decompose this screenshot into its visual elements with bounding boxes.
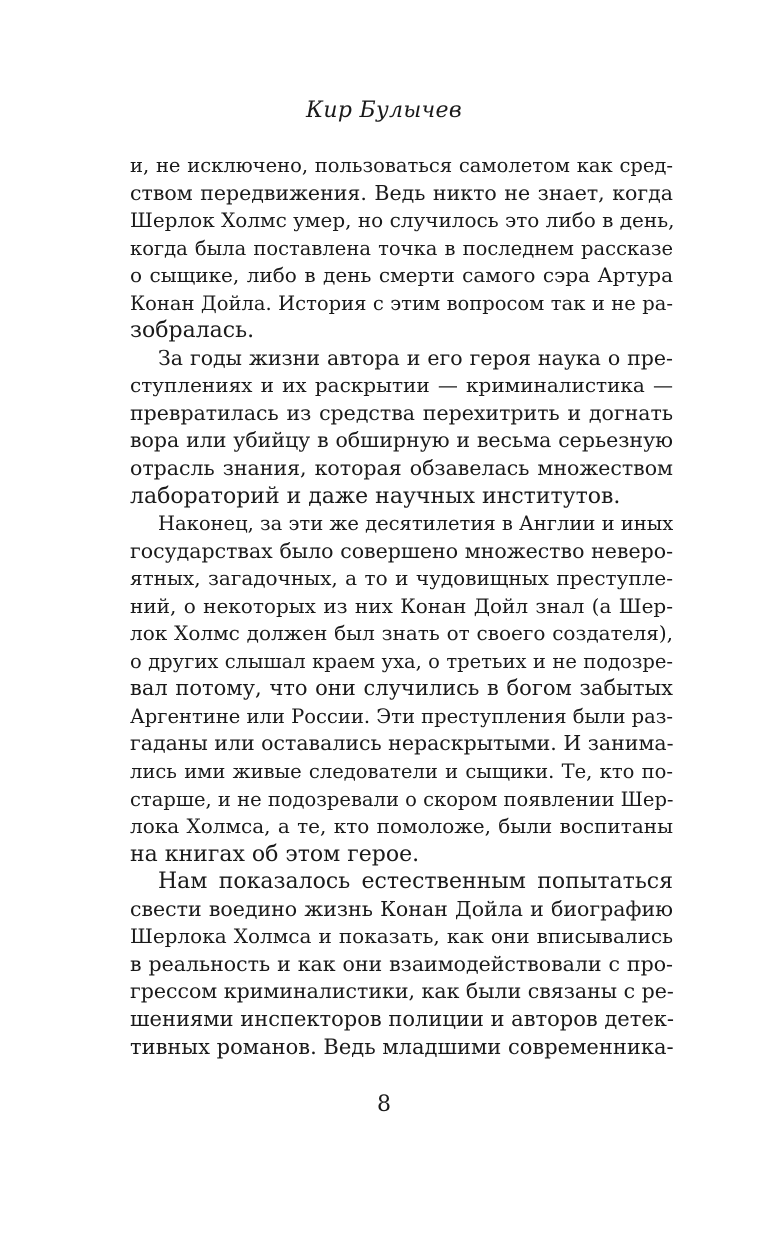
text-line: в реальность и как они взаимодействовали с про- <box>130 951 673 976</box>
text-line: Наконец, за эти же десятилетия в Англии и иных <box>158 512 674 536</box>
text-line: когда была поставлена точка в последнем рассказе <box>130 236 673 260</box>
text-line: на книгах об этом герое. <box>130 841 420 867</box>
text-line: Аргентине или России. Эти преступления были раз- <box>130 704 673 728</box>
text-line: зобралась. <box>130 318 255 344</box>
text-line: и, не исключено, пользоваться самолетом как сред- <box>130 154 673 177</box>
text-line: старше, и не подозревали о скором появлении Шер- <box>130 787 674 811</box>
text-line: лись ими живые следователи и сыщики. Те, кто по- <box>130 760 673 784</box>
text-line: Нам показалось естественным попытаться <box>158 869 673 895</box>
text-line: государствах было совершено множество неверо- <box>130 538 673 563</box>
text-line: гаданы или оставались нераскрытыми. И занима- <box>130 731 674 756</box>
text-line: вал потому, что они случились в богом забытых <box>130 676 673 701</box>
text-line: о других слышал краем уха, о третьих и не подозре- <box>130 649 673 673</box>
text-line: Шерлок Холмс умер, но случилось это либо в день, <box>130 208 675 233</box>
text-line: грессом криминалистики, как были связаны с ре- <box>130 979 674 1004</box>
text-line: ступлениях и их раскрытии — криминалистика — <box>130 373 673 398</box>
text-line: лок Холмс должен был знать от своего создателя), <box>130 621 673 646</box>
text-line: вора или убийцу в обширную и весьма серьезную <box>130 428 673 453</box>
text-line: лабораторий и даже научных институтов. <box>130 483 621 509</box>
text-line: шениями инспекторов полиции и авторов детек- <box>130 1006 674 1031</box>
text-line: отрасль знания, которая обзавелась множеством <box>130 456 673 481</box>
text-line: превратилась из средства перехитрить и догнать <box>130 400 673 425</box>
text-line: ятных, загадочных, а то и чудовищных преступле- <box>130 566 673 591</box>
text-line: ством передвижения. Ведь никто не знает, когда <box>130 180 673 205</box>
page-number: 8 <box>377 1092 391 1117</box>
body-text <box>130 152 673 1061</box>
running-header: Кир Булычев <box>306 98 462 123</box>
text-line: За годы жизни автора и его героя наука о пре- <box>158 345 673 370</box>
text-line: Шерлока Холмса и показать, как они вписывались <box>130 924 673 949</box>
text-line: тивных романов. Ведь младшими современника- <box>130 1034 674 1059</box>
text-line: ний, о некоторых из них Конан Дойл знал (а Шер- <box>130 593 673 618</box>
text-line: лока Холмса, а те, кто помоложе, были воспитаны <box>130 814 673 839</box>
text-line: о сыщике, либо в день смерти самого сэра Артура <box>130 263 673 288</box>
text-line: свести воедино жизнь Конан Дойла и биографию <box>130 896 673 921</box>
text-line: Конан Дойла. История с этим вопросом так и не ра- <box>130 291 673 315</box>
